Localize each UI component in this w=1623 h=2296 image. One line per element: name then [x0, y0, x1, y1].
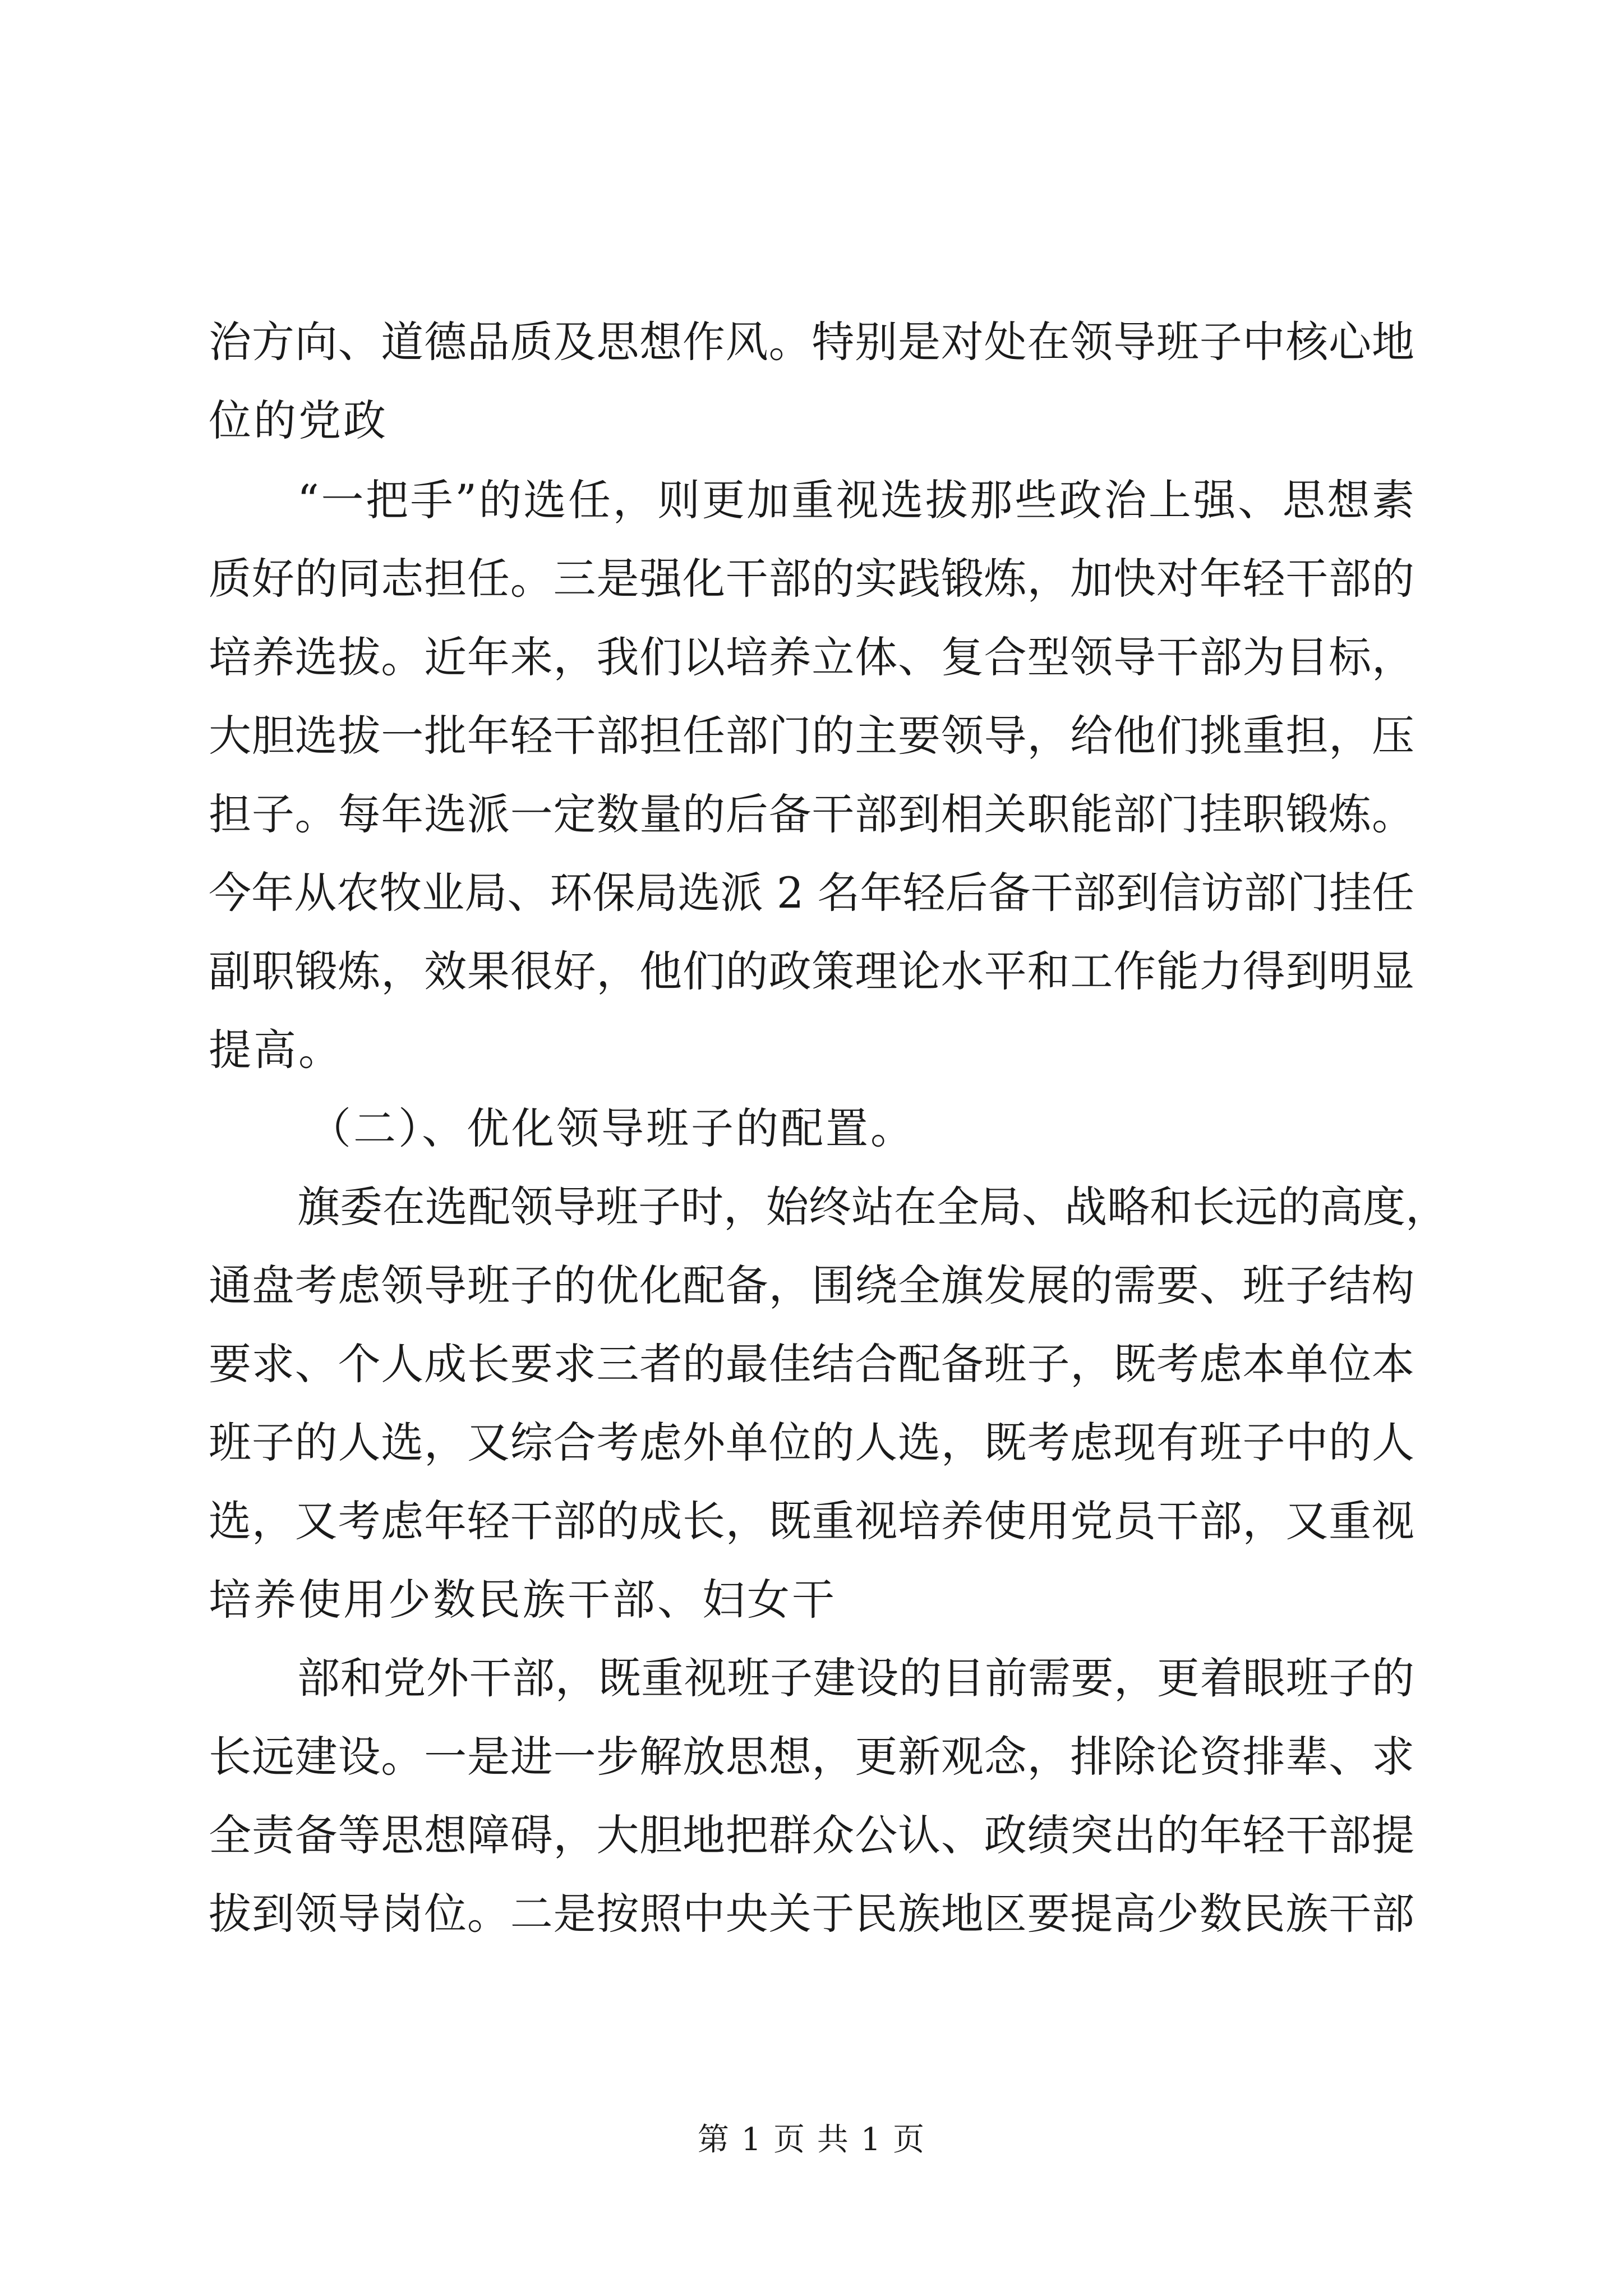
paragraph-line: 培养选拔。近年来，我们以培养立体、复合型领导干部为目标，	[209, 632, 1414, 682]
paragraph-line: 班子的人选，又综合考虑外单位的人选，既考虑现有班子中的人	[209, 1418, 1414, 1467]
paragraph-line: 大胆选拔一批年轻干部担任部门的主要领导，给他们挑重担，压	[209, 711, 1414, 761]
paragraph-line: 副职锻炼，效果很好，他们的政策理论水平和工作能力得到明显	[209, 946, 1414, 996]
paragraph-line: 旗委在选配领导班子时，始终站在全局、战略和长远的高度，	[297, 1182, 1448, 1232]
paragraph-line: 选，又考虑年轻干部的成长，既重视培养使用党员干部，又重视	[209, 1496, 1414, 1546]
paragraph-line: 位的党政	[209, 395, 388, 445]
paragraph-line: 部和党外干部，既重视班子建设的目前需要，更着眼班子的	[297, 1653, 1414, 1703]
paragraph-line: 担子。每年选派一定数量的后备干部到相关职能部门挂职锻炼。	[209, 789, 1414, 839]
paragraph-line: 质好的同志担任。三是强化干部的实践锻炼，加快对年轻干部的	[209, 554, 1414, 604]
section-heading: （二）、优化领导班子的配置。	[308, 1103, 915, 1153]
paragraph-line: 今年从农牧业局、环保局选派 2 名年轻后备干部到信访部门挂任	[209, 868, 1414, 918]
paragraph-line: 培养使用少数民族干部、妇女干	[209, 1575, 837, 1625]
paragraph-line: 长远建设。一是进一步解放思想，更新观念，排除论资排辈、求	[209, 1732, 1414, 1782]
paragraph-line: 治方向、道德品质及思想作风。特别是对处在领导班子中核心地	[209, 317, 1414, 367]
paragraph-line: 要求、个人成长要求三者的最佳结合配备班子，既考虑本单位本	[209, 1339, 1414, 1389]
paragraph-line: “一把手”的选任，则更加重视选拔那些政治上强、思想素	[297, 475, 1414, 525]
paragraph-line: 提高。	[209, 1025, 343, 1075]
page-number-footer: 第 1 页 共 1 页	[697, 2122, 926, 2158]
paragraph-line: 全责备等思想障碍，大胆地把群众公认、政绩突出的年轻干部提	[209, 1810, 1414, 1860]
paragraph-line: 拔到领导岗位。二是按照中央关于民族地区要提高少数民族干部	[209, 1889, 1414, 1939]
paragraph-line: 通盘考虑领导班子的优化配备，围绕全旗发展的需要、班子结构	[209, 1260, 1414, 1310]
